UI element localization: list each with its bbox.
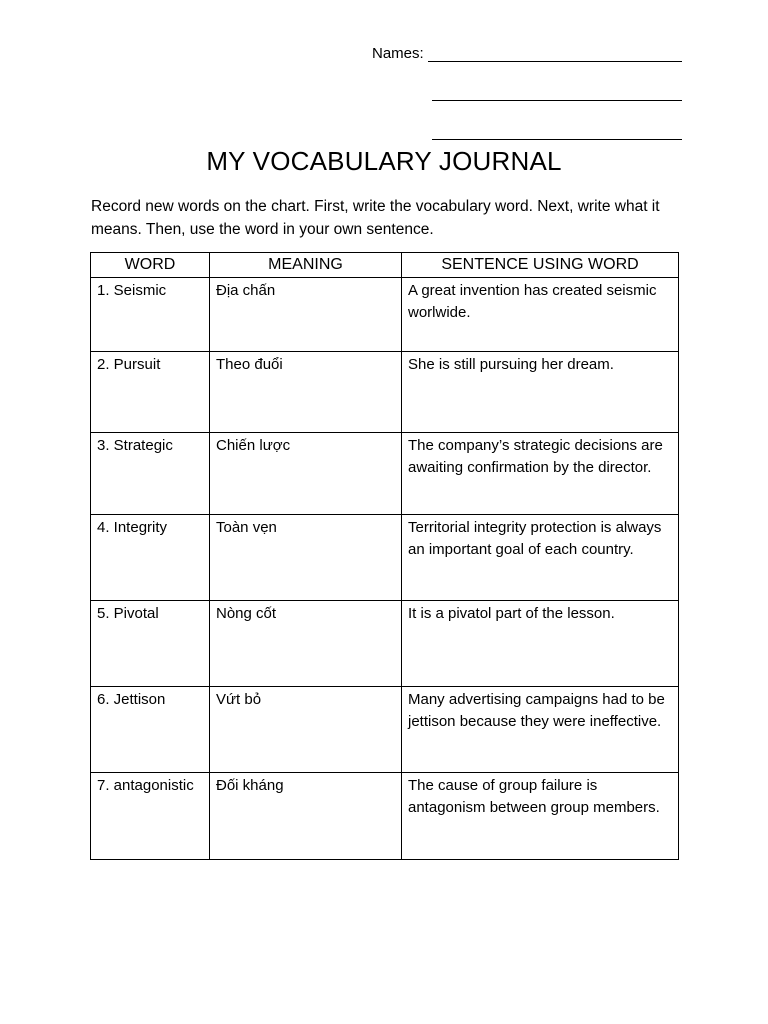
sentence-cell: She is still pursuing her dream. [402,352,679,433]
meaning-cell: Toàn vẹn [210,515,402,601]
table-row [91,433,679,515]
word-cell: 5. Pivotal [91,601,210,687]
names-row-3 [372,120,682,140]
table-header-row [91,253,679,278]
table-row [91,352,679,433]
table-row [91,601,679,687]
table-row [91,687,679,773]
vocabulary-table [90,252,679,860]
instructions-text: Record new words on the chart. First, write the vocabulary word. Next, write what it means. Then, use the word in your own sentence. [91,198,660,238]
word-cell: 7. antagonistic [91,773,210,860]
sentence-cell: Many advertising campaigns had to be jettison because they were ineffective. [402,687,679,773]
word-cell: 3. Strategic [91,433,210,515]
names-row-2 [372,81,682,101]
column-header-meaning: MEANING [210,253,402,278]
table-row [91,515,679,601]
sentence-cell: The company’s strategic decisions are awaiting confirmation by the director. [402,433,679,515]
sentence-cell: A great invention has created seismic worlwide. [402,278,679,352]
sentence-cell: The cause of group failure is antagonism between group members. [402,773,679,860]
names-blank-line[interactable] [428,47,682,62]
meaning-cell: Nòng cốt [210,601,402,687]
names-blank-line[interactable] [432,86,682,101]
column-header-sentence: SENTENCE USING WORD [402,253,679,278]
word-cell: 1. Seismic [91,278,210,352]
page-title: MY VOCABULARY JOURNAL [206,146,562,176]
column-header-word: WORD [91,253,210,278]
meaning-cell: Theo đuổi [210,352,402,433]
names-row-1 [372,42,682,62]
meaning-cell: Đối kháng [210,773,402,860]
names-label: Names: [372,45,424,62]
names-blank-line[interactable] [432,125,682,140]
word-cell: 2. Pursuit [91,352,210,433]
word-cell: 6. Jettison [91,687,210,773]
table-row [91,773,679,860]
sentence-cell: Territorial integrity protection is always an important goal of each country. [402,515,679,601]
meaning-cell: Chiến lược [210,433,402,515]
meaning-cell: Vứt bỏ [210,687,402,773]
table-row [91,278,679,352]
names-block [372,42,682,159]
sentence-cell: It is a pivatol part of the lesson. [402,601,679,687]
meaning-cell: Địa chấn [210,278,402,352]
word-cell: 4. Integrity [91,515,210,601]
